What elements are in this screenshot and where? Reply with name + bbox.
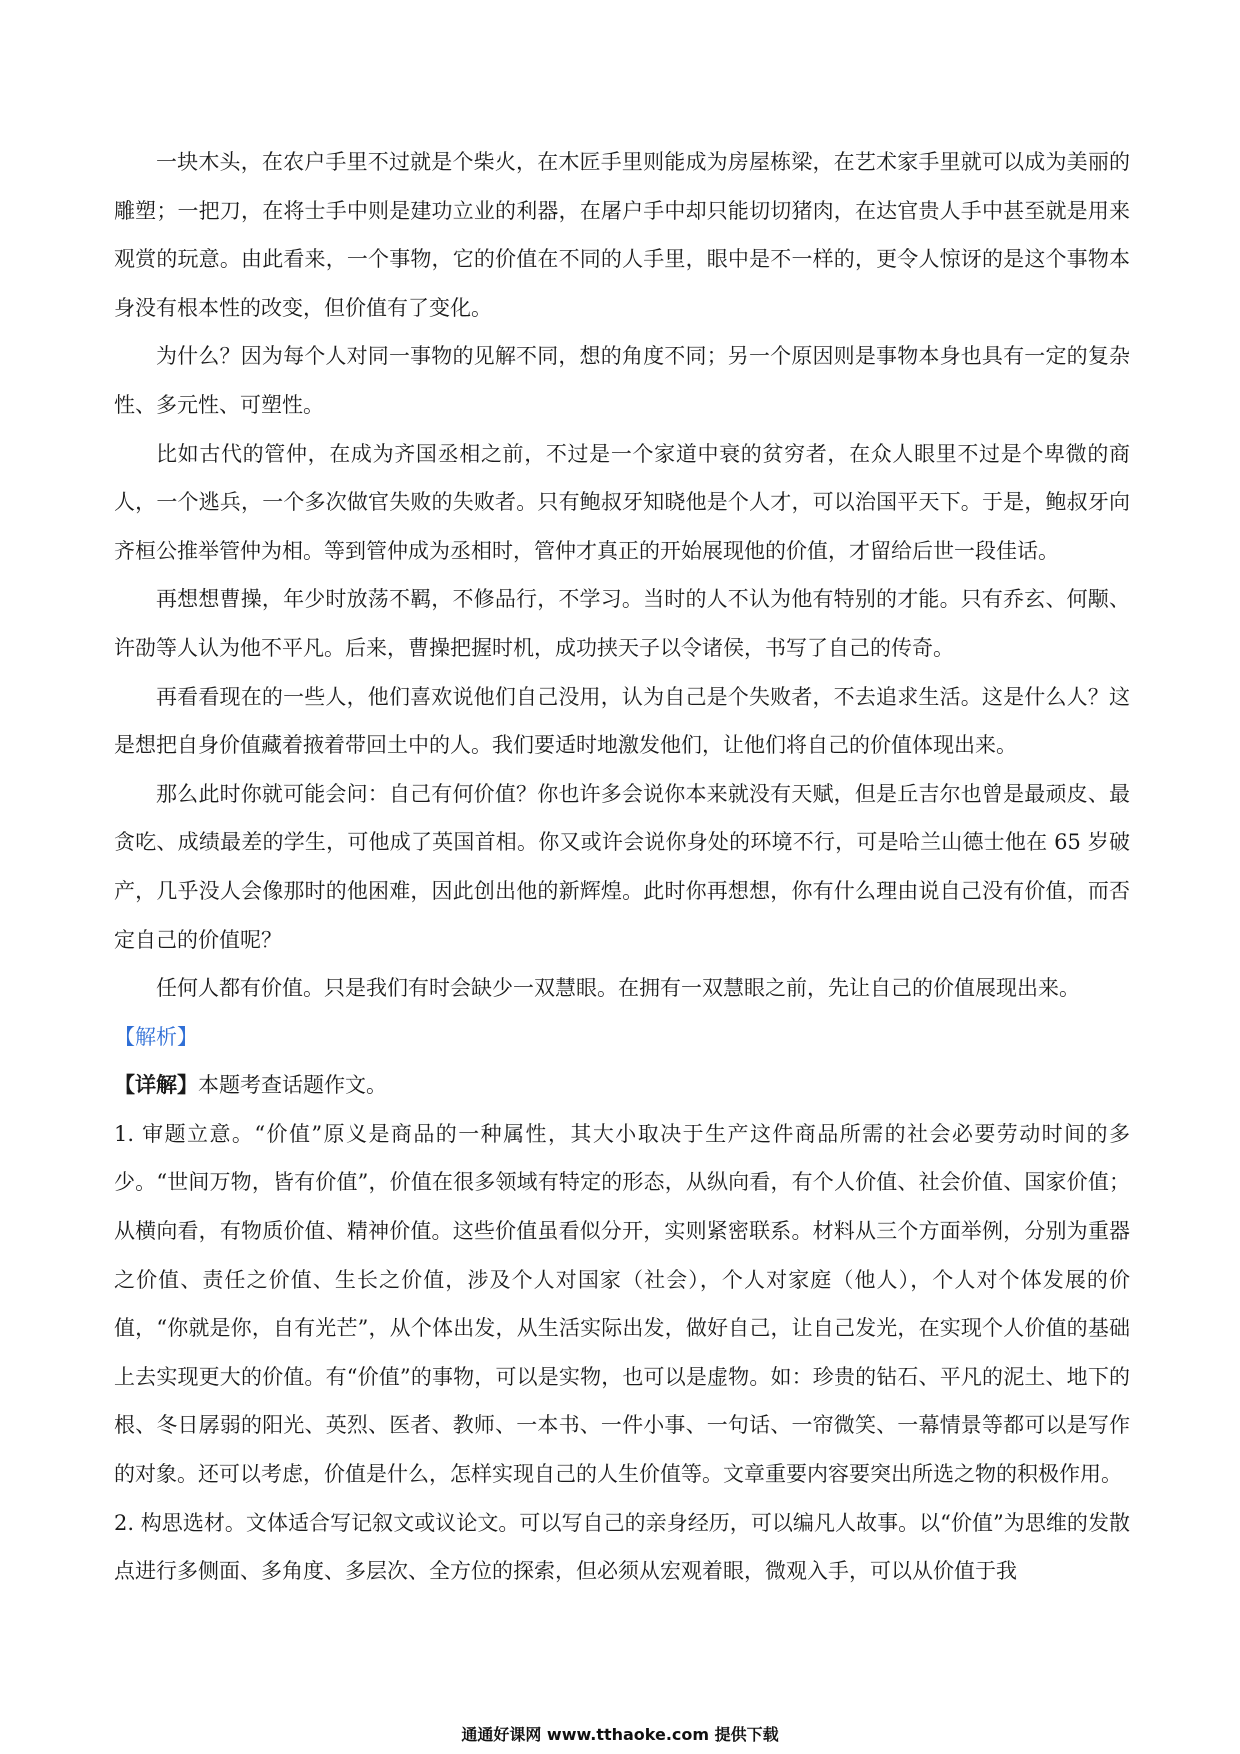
document-body <box>114 138 1130 1596</box>
detail-line <box>114 1061 1130 1110</box>
page-footer: 通通好课网 www.tthaoke.com 提供下载 <box>461 1725 779 1744</box>
detail-text: 本题考查话题作文。 <box>198 1073 387 1098</box>
analysis-point-2: 2. 构思选材。文体适合写记叙文或议论文。可以写自己的亲身经历，可以编凡人故事。以“价值”为思维的发散点进行多侧面、多角度、多层次、全方位的探索，但必须从宏观着眼，微观入手，可以从价值于我 <box>114 1510 1130 1584</box>
essay-paragraph-6: 那么此时你就可能会问：自己有何价值？你也许多会说你本来就没有天赋，但是丘吉尔也曾是最顽皮、最贪吃、成绩最差的学生，可他成了英国首相。你又或许会说你身处的环境不行，可是哈兰山德士他在 65 岁破产，几乎没人会像那时的他困难，因此创出他的新辉煌。此时你再想想，你有什么理由说自己没有价值，而否定自己的价值呢？ <box>114 781 1130 952</box>
essay-paragraph-7: 任何人都有价值。只是我们有时会缺少一双慧眼。在拥有一双慧眼之前，先让自己的价值展现出来。 <box>156 976 1080 1001</box>
analysis-label: 【解析】 <box>114 1024 198 1049</box>
essay-paragraph-5: 再看看现在的一些人，他们喜欢说他们自己没用，认为自己是个失败者，不去追求生活。这是什么人？这是想把自身价值藏着掖着带回土中的人。我们要适时地激发他们，让他们将自己的价值体现出来。 <box>114 684 1130 758</box>
essay-paragraph-1: 一块木头，在农户手里不过就是个柴火，在木匠手里则能成为房屋栋梁，在艺术家手里就可以成为美丽的雕塑；一把刀，在将士手中则是建功立业的利器，在屠户手中却只能切切猪肉，在达官贵人手中甚至就是用来观赏的玩意。由此看来，一个事物，它的价值在不同的人手里，眼中是不一样的，更令人惊讶的是这个事物本身没有根本性的改变，但价值有了变化。 <box>114 150 1130 320</box>
analysis-point-1: 1. 审题立意。“价值”原义是商品的一种属性，其大小取决于生产这件商品所需的社会必要劳动时间的多少。“世间万物，皆有价值”，价值在很多领域有特定的形态，从纵向看，有个人价值、社会价值、国家价值；从横向看，有物质价值、精神价值。这些价值虽看似分开，实则紧密联系。材料从三个方面举例，分别为重器之价值、责任之价值、生长之价值，涉及个人对国家（社会），个人对家庭（他人），个人对个体发展的价值，“你就是你，自有光芒”，从个体出发，从生活实际出发，做好自己，让自己发光，在实现个人价值的基础上去实现更大的价值。有“价值”的事物，可以是实物，也可以是虚物。如：珍贵的钻石、平凡的泥土、地下的根、冬日孱弱的阳光、英烈、医者、教师、一本书、一件小事、一句话、一帘微笑、一幕情景等都可以是写作的对象。还可以考虑，价值是什么，怎样实现自己的人生价值等。文章重要内容要突出所选之物的积极作用。 <box>114 1121 1130 1487</box>
essay-paragraph-2: 为什么？因为每个人对同一事物的见解不同，想的角度不同；另一个原因则是事物本身也具有一定的复杂性、多元性、可塑性。 <box>114 344 1130 417</box>
essay-paragraph-4: 再想想曹操，年少时放荡不羁，不修品行，不学习。当时的人不认为他有特别的才能。只有乔玄、何颙、许劭等人认为他不平凡。后来，曹操把握时机，成功挟天子以令诸侯，书写了自己的传奇。 <box>114 587 1130 660</box>
detail-label: 【详解】 <box>114 1072 198 1098</box>
essay-paragraph-3: 比如古代的管仲，在成为齐国丞相之前，不过是一个家道中衰的贫穷者，在众人眼里不过是个卑微的商人，一个逃兵，一个多次做官失败的失败者。只有鲍叔牙知晓他是个人才，可以治国平天下。于是，鲍叔牙向齐桓公推举管仲为相。等到管仲成为丞相时，管仲才真正的开始展现他的价值，才留给后世一段佳话。 <box>114 441 1130 563</box>
